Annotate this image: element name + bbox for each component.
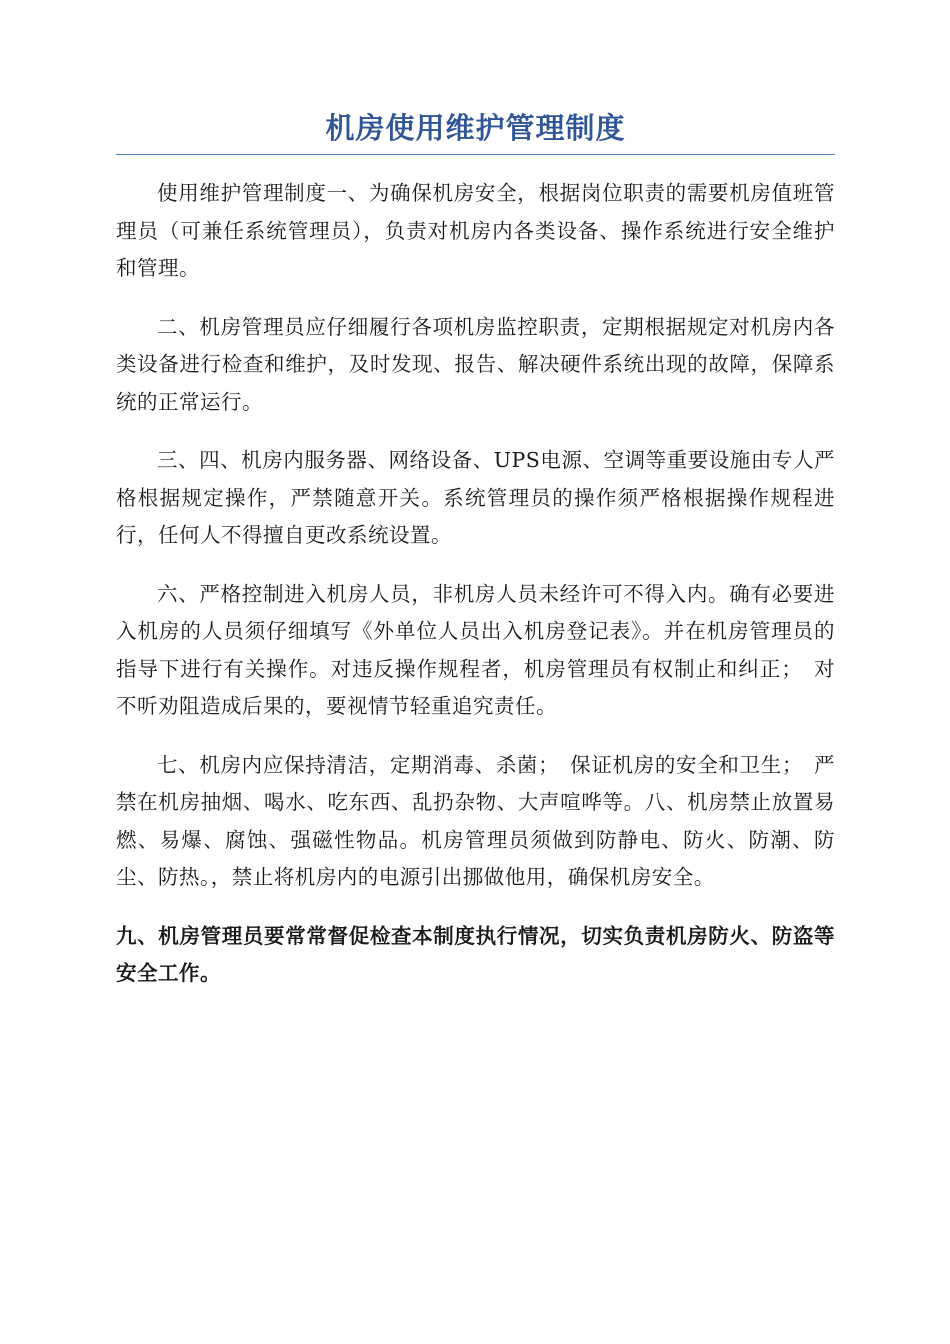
paragraph-2: 二、机房管理员应仔细履行各项机房监控职责，定期根据规定对机房内各类设备进行检查和维护，及时发现、报告、解决硬件系统出现的故障，保障系统的正常运行。 [116, 314, 835, 414]
document-page [116, 108, 835, 1014]
paragraph-4: 六、严格控制进入机房人员，非机房人员未经许可不得入内。确有必要进入机房的人员须仔细填写《外单位人员出入机房登记表》。并在机房管理员的指导下进行有关操作。对违反操作规程者，机房管理员有权制止和纠正； 对不听劝阻造成后果的，要视情节轻重追究责任。 [116, 581, 835, 718]
document-title: 机房使用维护管理制度 [325, 111, 626, 145]
title-divider [116, 154, 835, 155]
paragraph-3: 三、四、机房内服务器、网络设备、UPS电源、空调等重要设施由专人严格根据规定操作，严禁随意开关。系统管理员的操作须严格根据操作规程进行，任何人不得擅自更改系统设置。 [116, 448, 835, 547]
paragraph-1: 使用维护管理制度一、为确保机房安全，根据岗位职责的需要机房值班管理员（可兼任系统管理员），负责对机房内各类设备、操作系统进行安全维护和管理。 [116, 181, 835, 280]
paragraph-5: 七、机房内应保持清洁，定期消毒、杀菌； 保证机房的安全和卫生； 严禁在机房抽烟、喝水、吃东西、乱扔杂物、大声喧哗等。八、机房禁止放置易燃、易爆、腐蚀、强磁性物品。机房管理员须做到防静电、防火、防潮、防尘、防热。，禁止将机房内的电源引出挪做他用，确保机房安全。 [116, 752, 835, 889]
closing-paragraph: 九、机房管理员要常常督促检查本制度执行情况，切实负责机房防火、防盗等安全工作。 [116, 923, 835, 985]
